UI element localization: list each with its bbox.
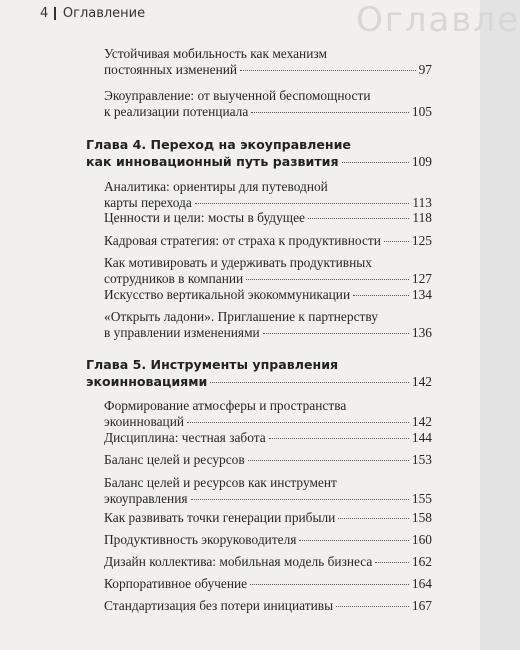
toc-page-number: 162 [411, 554, 432, 569]
toc-page-number: 158 [411, 510, 432, 525]
toc-page-number: 136 [411, 325, 432, 340]
toc-entry-text: Экоуправление: от выученной беспомощности [104, 88, 371, 103]
toc-entry[interactable] [104, 452, 432, 468]
toc-entry-text: Искусство вертикальной экокоммуникации [104, 287, 351, 302]
dot-leader [246, 278, 409, 280]
toc-entry-text: «Открыть ладони». Приглашение к партнерству [104, 309, 378, 324]
toc-entry[interactable] [104, 88, 432, 120]
toc-entry[interactable] [104, 475, 432, 507]
page-header [40, 6, 145, 21]
toc-page-number: 167 [411, 598, 432, 613]
toc-entry-text: Баланс целей и ресурсов [104, 452, 245, 467]
dot-leader [263, 332, 409, 334]
toc-entry[interactable] [104, 398, 432, 430]
toc-entry-text: экоинноваций [104, 414, 185, 429]
toc-page-number: 142 [411, 374, 432, 389]
toc-entry[interactable] [104, 233, 432, 249]
page-number: 4 [40, 6, 49, 21]
chapter-title: Глава 4. Переход на экоуправление [86, 137, 351, 152]
chapter-title: экоинновациями [86, 374, 208, 389]
toc-page-number: 153 [411, 452, 432, 467]
chapter-heading[interactable] [86, 136, 432, 170]
toc-entry-text: Дисциплина: честная забота [104, 430, 266, 445]
header-title: Оглавление [62, 6, 146, 21]
toc-entry-text: экоуправления [104, 491, 188, 506]
toc-entry[interactable] [104, 210, 432, 226]
toc-entry-text: Аналитика: ориентиры для путеводной [104, 179, 328, 194]
toc-entry[interactable] [104, 554, 432, 570]
dot-leader [195, 202, 410, 204]
toc-page-number: 164 [411, 576, 432, 591]
toc-entry[interactable] [104, 598, 432, 614]
toc-entry-text: Баланс целей и ресурсов как инструмент [104, 475, 337, 490]
dot-leader [210, 381, 409, 383]
chapter-heading[interactable] [86, 356, 432, 390]
dot-leader [384, 240, 409, 242]
toc-page-number: 97 [418, 62, 432, 77]
toc-page-number: 160 [411, 532, 432, 547]
dot-leader [191, 498, 409, 500]
toc-page-number: 113 [412, 195, 432, 210]
dot-leader [299, 539, 408, 541]
toc-entry[interactable] [104, 287, 432, 303]
dot-leader [338, 517, 409, 519]
dot-leader [250, 583, 409, 585]
toc-entry-text: к реализации потенциала [104, 104, 249, 119]
toc-page-number: 144 [411, 430, 432, 445]
watermark-text: Оглавле [356, 0, 520, 40]
toc-entry[interactable] [104, 430, 432, 446]
toc-entry[interactable] [104, 179, 432, 211]
toc-entry[interactable] [104, 309, 432, 341]
dot-leader [308, 217, 409, 219]
dot-leader [187, 421, 409, 423]
toc-entry-text: Дизайн коллектива: мобильная модель бизнеса [104, 554, 373, 569]
header-divider [54, 7, 56, 20]
toc-page-number: 125 [411, 233, 432, 248]
dot-leader [240, 69, 416, 71]
toc-page-number: 105 [411, 104, 432, 119]
toc-entry-text: Стандартизация без потери инициативы [104, 598, 334, 613]
toc-entry-text: карты перехода [104, 195, 192, 210]
chapter-title: как инновационный путь развития [86, 154, 339, 169]
chapter-title: Глава 5. Инструменты управления [86, 357, 339, 372]
toc-entry-text: Как мотивировать и удерживать продуктивных [104, 255, 372, 270]
toc-entry[interactable] [104, 46, 432, 78]
dot-leader [353, 294, 409, 296]
toc-entry[interactable] [104, 532, 432, 548]
toc-page-number: 134 [411, 287, 432, 302]
toc-entry-text: Формирование атмосферы и пространства [104, 398, 347, 413]
toc-entry-text: Продуктивность экоруководителя [104, 532, 297, 547]
toc-entry[interactable] [104, 255, 432, 287]
toc-entry-text: Как развивать точки генерации прибыли [104, 510, 336, 525]
toc-page-number: 155 [411, 491, 432, 506]
toc-entry-text: постоянных изменений [104, 62, 238, 77]
toc-page-number: 118 [412, 210, 432, 225]
dot-leader [269, 437, 409, 439]
toc-page-number: 109 [411, 154, 432, 169]
toc-entry-text: в управлении изменениями [104, 325, 260, 340]
toc-entry-text: сотрудников в компании [104, 271, 244, 286]
toc-entry-text: Кадровая стратегия: от страха к продуктивности [104, 233, 381, 248]
toc-entry-text: Ценности и цели: мосты в будущее [104, 210, 305, 225]
dot-leader [375, 561, 409, 563]
toc-entry-text: Корпоративное обучение [104, 576, 248, 591]
dot-leader [336, 605, 409, 607]
toc-page-number: 127 [411, 271, 432, 286]
toc-entry-text: Устойчивая мобильность как механизм [104, 46, 327, 61]
dot-leader [251, 111, 409, 113]
toc-entry[interactable] [104, 576, 432, 592]
dot-leader [248, 459, 409, 461]
dot-leader [342, 161, 409, 163]
toc-entry[interactable] [104, 510, 432, 526]
toc-page-number: 142 [411, 414, 432, 429]
